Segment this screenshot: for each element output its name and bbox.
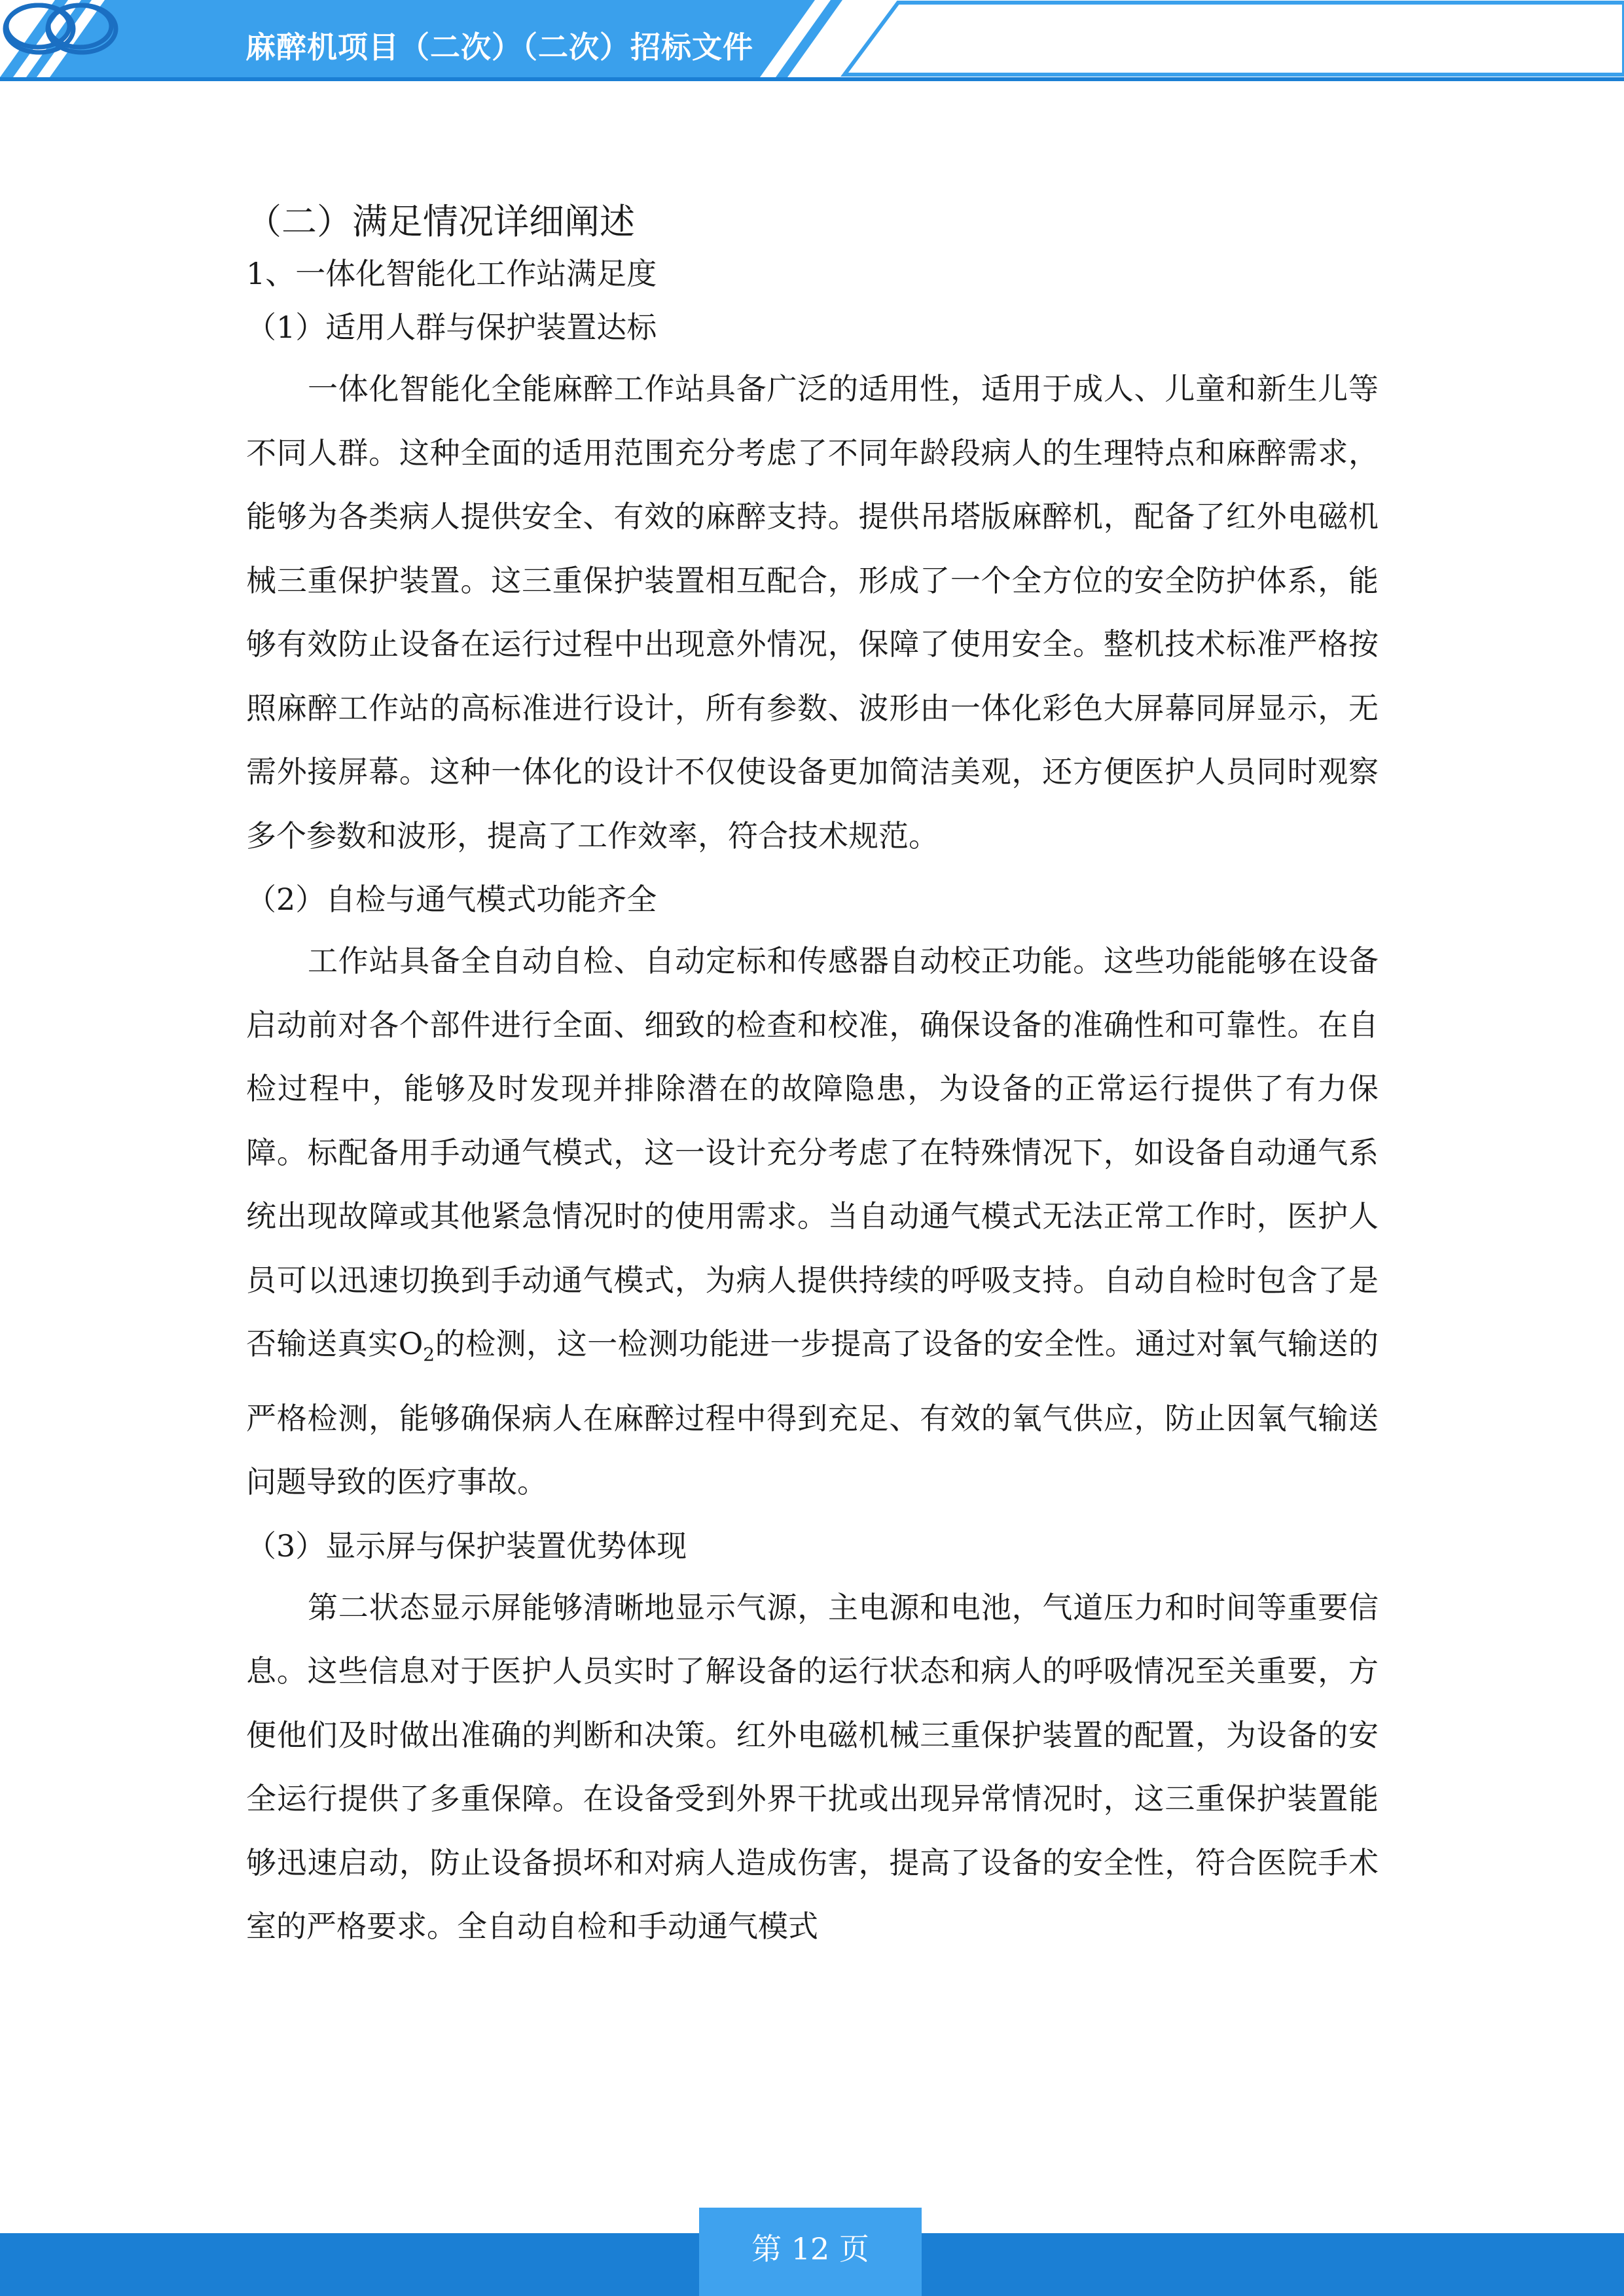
oxygen-symbol: O: [398, 1326, 424, 1361]
paragraph-2-text-before: 工作站具备全自动自检、自动定标和传感器自动校正功能。这些功能能够在设备启动前对各个部件进行全面、细致的检查和校准，确保设备的准确性和可靠性。在自检过程中，能够及时发现并排除潜在的故障隐患，为设备的正常运行提供了有力保障。标配备用手动通气模式，这一设计充分考虑了在特殊情况下，如设备自动通气系统出现故障或其他紧急情况时的使用需求。当自动通气模式无法正常工作时，医护人员可以迅速切换到手动通气模式，为病人提供持续的呼吸支持。自动自检时包含了是否输送真实: [246, 943, 1379, 1361]
section-title: （二）满足情况详细阐述: [246, 201, 635, 242]
paragraph-1: 一体化智能化全能麻醉工作站具备广泛的适用性，适用于成人、儿童和新生儿等不同人群。这种全面的适用范围充分考虑了不同年龄段病人的生理特点和麻醉需求，能够为各类病人提供安全、有效的麻醉支持。提供吊塔版麻醉机，配备了红外电磁机械三重保护装置。这三重保护装置相互配合，形成了一个全方位的安全防护体系，能够有效防止设备在运行过程中出现意外情况，保障了使用安全。整机技术标准严格按照麻醉工作站的高标准进行设计，所有参数、波形由一体化彩色大屏幕同屏显示，无需外接屏幕。这种一体化的设计不仅使设备更加简洁美观，还方便医护人员同时观察多个参数和波形，提高了工作效率，符合技术规范。: [246, 371, 1379, 853]
header-banner-graphic: [0, 0, 1624, 85]
page-number: 第 12 页: [751, 2231, 869, 2267]
document-body: [246, 196, 1379, 1968]
double-ring-logo-right-icon: [0, 0, 121, 58]
oxygen-subscript: 2: [423, 1344, 435, 1366]
item-title-3: （3）显示屏与保护装置优势体现: [246, 1528, 687, 1564]
paragraph-2-text-after: 的检测，这一检测功能进一步提高了设备的安全性。通过对氧气输送的严格检测，能够确保病人在麻醉过程中得到充足、有效的氧气供应，防止因氧气输送问题导致的医疗事故。: [246, 1326, 1379, 1500]
subsection-title: 1、一体化智能化工作站满足度: [246, 256, 657, 291]
paragraph-3: 第二状态显示屏能够清晰地显示气源，主电源和电池，气道压力和时间等重要信息。这些信息对于医护人员实时了解设备的运行状态和病人的呼吸情况至关重要，方便他们及时做出准确的判断和决策。红外电磁机械三重保护装置的配置，为设备的安全运行提供了多重保障。在设备受到外界干扰或出现异常情况时，这三重保护装置能够迅速启动，防止设备损坏和对病人造成伤害，提高了设备的安全性，符合医院手术室的严格要求。全自动自检和手动通气模式: [246, 1589, 1379, 1945]
item-title-2: （2）自检与通气模式功能齐全: [246, 882, 657, 917]
page-header: [0, 0, 1624, 85]
oxygen-formula: [398, 1326, 435, 1366]
item-title-1: （1）适用人群与保护装置达标: [246, 310, 657, 345]
document-title: 麻醉机项目（二次）（二次）招标文件: [245, 29, 753, 65]
paragraph-2: [246, 929, 1379, 1515]
